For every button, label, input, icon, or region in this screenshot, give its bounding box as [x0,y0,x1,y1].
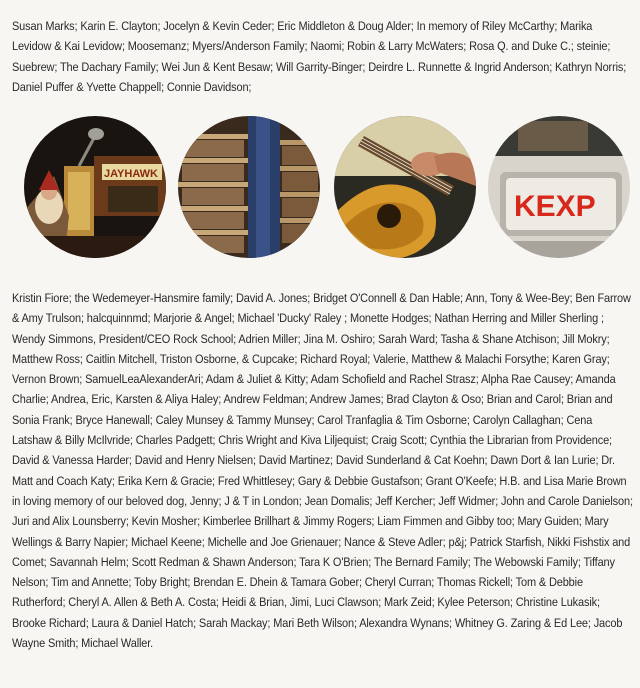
donor-names-top: Susan Marks; Karin E. Clayton; Jocelyn & Kevin Ceder; Eric Middleton & Doug Alder; In memory of Riley McCarthy; Marika Levidow & Kai Levidow; Moosemanz; Myers/Anderson Family; Naomi; Robin & Larry McWaters; Rosa Q. and Duke C.; steinie; Suebrew; The Dachary Family; Wei Jun & Kent Besaw; Will Garrity-Binger; Deirdre L. Runnette & Ingrid Anderson; Kathryn Norris; Daniel Puffer & Yvette Chappell; Connie Davidson; [12,19,627,94]
photo-strip [24,116,624,264]
photo-guitar [334,116,476,258]
jayhawk-sign: JAYHAWK [104,168,158,180]
photo-gnome-microphone [24,116,166,258]
kexp-sign-text: KEXP [514,190,596,223]
photo-kexp-sign [488,116,630,258]
photo-record-shelves [178,116,320,258]
donor-names-bottom: Kristin Fiore; the Wedemeyer-Hansmire family; David A. Jones; Bridget O'Connell & Dan Hable; Ann, Tony & Wee-Bey; Ben Farrow & Amy Trulson; halcquinnmd; Marjorie & Angel; Michael 'Ducky' Raley ; Monette Hodges; Nathan Herring and Miller Sherling ; Wendy Simmons, President/CEO Rock School; Adrien Miller; Jina M. Oshiro; Sarah Ward; Tasha & Shane Atchison; Jill Mokry; Matthew Ross; Caitlin Mitchell, Triston Osborne, & Cupcake; Richard Royal; Valerie, Matthew & Malachi Forsythe; Karen Gray; Vernon Brown; SamuelLeaAlexanderAri; Adam & Juliet & Kitty; Adam Schofield and Rachel Strasz; Alpha Rae Causey; Amanda Charlie; Andrea, Eric, Karsten & Aliya Haley; Andrew Feldman; Andrew James; Brad Clayton & Oso; Brian and Carol; Brian and Sonia Frank; Bryce Hanewall; Caley Munsey & Tammy Munsey; Carol Tranfaglia & Tim Osborne; Carolyn Callaghan; Cena Latshaw & Billy McIlvride; Charles Padgett; Chris Wright and Kiva Liljequist; Craig Scott; Cynthia the Librarian from Providence; David & Vanessa Harder; David and Henry Nielsen; David Martinez; David Sunderland & Cat Koehn; Dawn Dort & Ian Lurie; Dr. Matt and Coach Katy; Erika Kern & Gracie; Fred Whittlesey; Gary & Debbie Gustafson; Grant O'Keefe; H.B. and Lisa Marie Brown in loving memory of our beloved dog, Jenny; J & T in London; Jean Domalis; Jeff Kercher; Jeff Widmer; John and Carole Danielson; Juri and Alix Lounsberry; Kevin Mosher; Kimberlee Brillhart & Jimmy Rogers; Liam Fimmen and Gibby too; Mary Guiden; Mary Wellings & Barry Napier; Michael Keene; Michelle and Joe Grienauer; Nance & Steve Adler; p&j; Patrick Starfish, Nikki Fishstix and Comet; Savannah Helm; Scott Redman & Shawn Anderson; Tara K O'Brien; The Bernard Family; The Webowski Family; Tiffany Nelson; Tim and Annette; Toby Bright; Brendan E. Dhein & Tamara Gober; Cheryl Curran; Thomas Rickell; Tom & Debbie Rutherford; Cheryl A. Allen & Beth A. Costa; Heidi & Brian, Jimi, Luci Clawson; Mark Zeid; Kylee Peterson; Christine Lukasik; Brooke Richard; Laura & Daniel Hatch; Sarah Mackay; Mari Beth Wilson; Alexandra Wynans; Whitney G. Zaring & Ed Lee; Jacob Wayne Smith; Michael Waller. [12,291,633,651]
